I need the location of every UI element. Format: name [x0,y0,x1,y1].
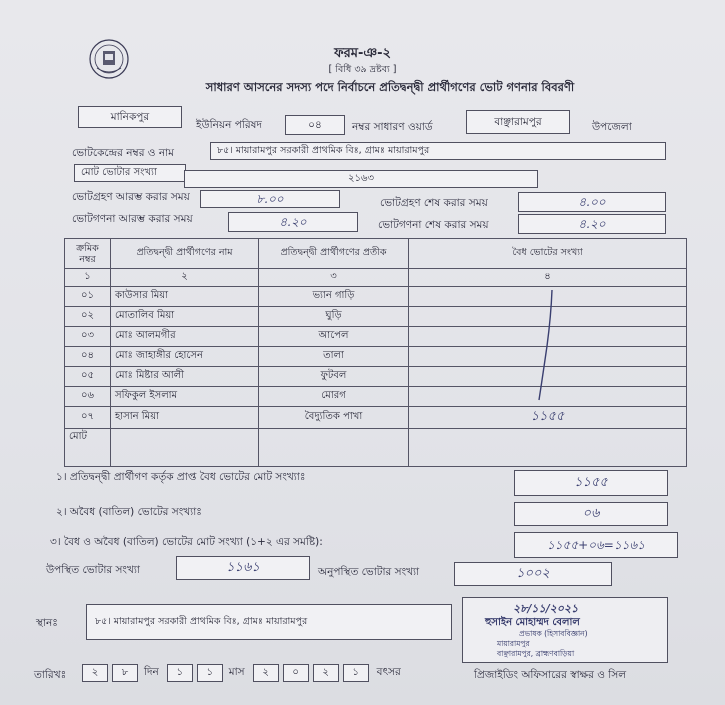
candidate-serial: ০৩ [65,327,111,347]
count-start-value: ৪.২০ [279,215,307,229]
column-number-row [65,269,687,287]
officer-institution-1: মায়ারামপুর [497,639,530,648]
table-row [65,407,687,429]
rule-reference: [ বিধি ৩৯ দ্রষ্টব্য ] [328,64,397,75]
candidate-serial: ০৬ [65,387,111,407]
candidate-name: মোতালিব মিয়া [111,307,259,327]
union-name-box [78,106,182,128]
total-voters-label-box [74,164,186,182]
date-digit-box: ৮ [112,664,138,682]
date-digit-box: ২ [313,664,339,682]
valid-votes-value: ১১৫৫ [574,475,608,490]
candidate-symbol: আপেল [259,327,409,347]
valid-votes-box [514,470,668,496]
candidate-serial: ০২ [65,307,111,327]
table-row [65,287,687,307]
total-voters-box [184,170,538,188]
month-digits [167,664,227,682]
upazila-name-box [466,110,570,134]
poll-end-value: ৪.০০ [578,195,606,209]
header-valid-votes: বৈধ ভোটের সংখ্যা [409,239,687,269]
upazila-name: বাঞ্ছারামপুর [494,116,542,128]
vote-count-table [64,238,687,467]
day-digits [82,664,142,682]
table-header-row [65,239,687,269]
date-digit-box: ১ [197,664,223,682]
signature-date: ২৮/১১/২০২১ [513,602,579,615]
total-row [65,429,687,467]
candidate-serial: ০৫ [65,367,111,387]
total-votes-value: ১১৫৫+০৬=১১৬১ [546,538,646,552]
union-label: ইউনিয়ন পরিষদ [196,119,262,131]
table-row [65,387,687,407]
officer-institution-2: বাঞ্ছারামপুর, ব্রাহ্মণবাড়িয়া [497,649,575,658]
total-voters-value: ২১৬৩ [348,173,374,184]
date-digit-box: ২ [82,664,108,682]
poll-start-box [200,190,340,208]
count-end-box [518,214,666,234]
candidate-symbol: তালা [259,347,409,367]
count-start-label: ভোটগণনা আরম্ভ করার সময় [72,213,193,225]
candidate-symbol: ঘুড়ি [259,307,409,327]
candidate-name: হাসান মিয়া [111,407,259,429]
candidate-symbol: বৈদ্যুতিক পাখা [259,407,409,429]
polling-center-value: ৮৫। মায়ারামপুর সরকারী প্রাথমিক বিঃ, গ্রামঃ মায়ারামপুর [217,145,430,156]
invalid-votes-value: ০৬ [582,506,600,521]
date-label: তারিখঃ [34,669,67,681]
table-row [65,347,687,367]
col-number: ২ [111,269,259,287]
table-row [65,327,687,347]
count-end-label: ভোটগণনা শেষ করার সময় [378,219,489,231]
place-box [86,604,452,640]
absent-voters-box [454,562,612,586]
table-row [65,307,687,327]
col-number: ৪ [409,269,687,287]
date-digit-box: ০ [283,664,309,682]
present-voters-box [176,556,310,580]
poll-end-label: ভোটগ্রহণ শেষ করার সময় [380,197,488,209]
date-digit-box: ২ [253,664,279,682]
candidate-serial: ০৭ [65,407,111,429]
union-name: মানিকপুর [110,111,150,123]
ward-number: ০৪ [308,119,322,131]
table-row [65,367,687,387]
candidate-symbol: ভ্যান গাড়ি [259,287,409,307]
ward-number-box [285,115,345,135]
ward-label: নম্বর সাধারণ ওয়ার্ড [352,121,433,133]
officer-designation: প্রভাষক (হিসাববিজ্ঞান) [519,629,588,638]
absent-voters-value: ১০০২ [516,566,550,581]
year-label: বৎসর [376,665,401,678]
poll-end-box [518,192,666,212]
day-label: দিন [144,665,159,678]
place-label: স্থানঃ [36,617,58,629]
polling-center-box [210,142,666,160]
year-digits [253,664,373,682]
count-end-value: ৪.২০ [578,217,606,231]
place-value: ৮৫। মায়ারামপুর সরকারী প্রাথমিক বিঃ, গ্রামঃ মায়ারামপুর [95,616,308,627]
date-fields [82,664,401,682]
upazila-label: উপজেলা [592,121,632,133]
present-voters-value: ১১৬১ [226,560,260,575]
total-label: মোট [65,429,111,467]
header-serial: ক্রমিক নম্বর [65,239,111,269]
date-digit-box: ১ [343,664,369,682]
invalid-votes-label: ২। অবৈধ (বাতিল) ভোটের সংখ্যাঃ [56,506,202,518]
candidate-name: মোঃ মিষ্টার আলী [111,367,259,387]
poll-start-label: ভোটগ্রহণ আরম্ভ করার সময় [72,191,190,203]
candidate-serial: ০৪ [65,347,111,367]
valid-votes-label: ১। প্রতিদ্বন্দ্বী প্রার্থীগণ কর্তৃক প্রাপ্ত বৈধ ভোটের মোট সংখ্যাঃ [56,471,306,483]
total-votes-box [514,532,678,558]
col-number: ৩ [259,269,409,287]
officer-name: হুসাইন মোহাম্মদ বেলাল [485,617,580,628]
candidate-symbol: মোরগ [259,387,409,407]
candidate-symbol: ফুটবল [259,367,409,387]
signature-caption: প্রিজাইডিং অফিসারের স্বাক্ষর ও সিল [474,669,627,681]
col-number: ১ [65,269,111,287]
candidate-name: সফিকুল ইসলাম [111,387,259,407]
total-voters-label: মোট ভোটার সংখ্যা [81,167,157,178]
month-label: মাস [228,665,245,678]
candidate-name: মোঃ জাহাঙ্গীর হোসেন [111,347,259,367]
date-digit-box: ১ [167,664,193,682]
polling-center-label: ভোটকেন্দ্রের নম্বর ও নাম [72,147,175,159]
candidate-name: কাউসার মিয়া [111,287,259,307]
invalid-votes-box [514,502,668,526]
present-voters-label: উপস্থিত ভোটার সংখ্যা [46,564,140,576]
signature-seal-box [462,597,668,663]
total-votes-label: ৩। বৈধ ও অবৈধ (বাতিল) ভোটের মোট সংখ্যা (১+২ এর সমষ্টি): [50,536,323,548]
poll-start-value: ৮.০০ [256,192,284,206]
candidate-serial: ০১ [65,287,111,307]
candidate-votes: ১১৫৫ [409,407,687,429]
form-heading: সাধারণ আসনের সদস্য পদে নির্বাচনে প্রতিদ্বন্দ্বী প্রার্থীগণের ভোট গণনার বিবরণী [205,80,575,94]
count-start-box [228,212,358,232]
candidate-name: মোঃ আলমগীর [111,327,259,347]
votes-dash-line [530,286,560,404]
header-candidate-symbol: প্রতিদ্বন্দ্বী প্রার্থীগণের প্রতীক [259,239,409,269]
form-title: ফরম-ঞ-২ [334,46,391,61]
header-candidate-name: প্রতিদ্বন্দ্বী প্রার্থীগণের নাম [111,239,259,269]
absent-voters-label: অনুপস্থিত ভোটার সংখ্যা [318,566,420,578]
